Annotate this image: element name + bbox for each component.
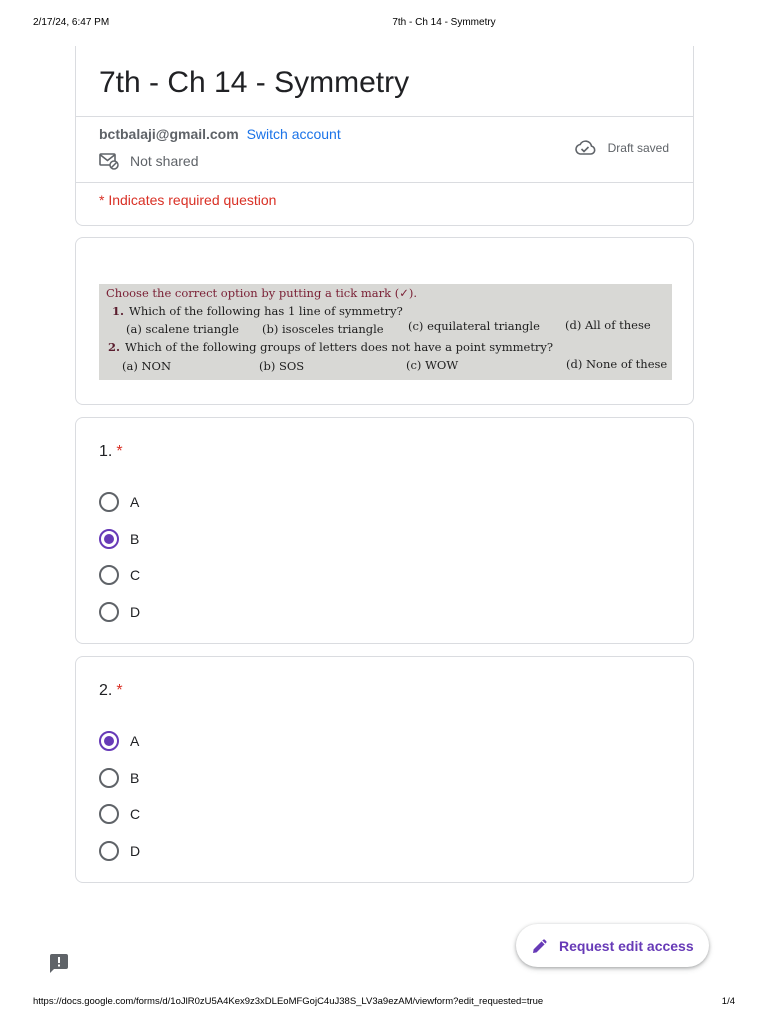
- question-image: [99, 284, 672, 380]
- radio-option-a[interactable]: [99, 723, 140, 760]
- option-label: C: [130, 567, 141, 584]
- required-star: *: [116, 443, 123, 460]
- pencil-icon: [530, 936, 550, 956]
- radio-button[interactable]: [99, 804, 119, 824]
- radio-button[interactable]: [99, 768, 119, 788]
- image-q2-option-a: (a) NON: [122, 359, 172, 373]
- form-title: 7th - Ch 14 - Symmetry: [99, 66, 410, 99]
- divider: [76, 182, 693, 183]
- question-number: 1.: [99, 443, 113, 460]
- image-q1-text: Which of the following has 1 line of symmetry?: [129, 304, 403, 318]
- request-edit-label: Request edit access: [559, 937, 694, 954]
- question-title: [99, 443, 123, 461]
- option-label: B: [130, 530, 140, 547]
- account-row: [99, 126, 341, 142]
- radio-button-selected[interactable]: [99, 529, 119, 549]
- mail-blocked-icon: [99, 152, 119, 170]
- question-card-1: [75, 417, 694, 644]
- required-note: * Indicates required question: [99, 192, 277, 208]
- draft-status: [574, 140, 669, 156]
- image-q2-option-b: (b) SOS: [259, 359, 305, 373]
- radio-option-a[interactable]: [99, 484, 140, 521]
- request-edit-access-button[interactable]: [516, 924, 709, 967]
- feedback-icon[interactable]: [48, 953, 70, 980]
- image-q1-number: 1.: [112, 304, 125, 318]
- radio-option-c[interactable]: [99, 557, 140, 594]
- question-card-2: [75, 656, 694, 883]
- image-q2-text: Which of the following groups of letters does not have a point symmetry?: [125, 340, 554, 354]
- radio-button[interactable]: [99, 602, 119, 622]
- required-star: *: [116, 682, 123, 699]
- draft-status-label: Draft saved: [607, 141, 669, 155]
- option-label: D: [130, 603, 141, 620]
- question-image-card: [75, 237, 694, 405]
- option-label: C: [130, 806, 141, 823]
- image-instruction: Choose the correct option by putting a tick mark (✓).: [106, 286, 418, 300]
- radio-option-d[interactable]: [99, 594, 140, 631]
- option-label: A: [130, 494, 140, 511]
- question-title: [99, 682, 123, 700]
- radio-option-b[interactable]: [99, 760, 140, 797]
- option-label: A: [130, 733, 140, 750]
- divider: [76, 116, 693, 117]
- radio-button[interactable]: [99, 492, 119, 512]
- print-footer: [0, 996, 768, 1010]
- image-q1-option-d: (d) All of these: [565, 318, 651, 332]
- option-label: D: [130, 842, 141, 859]
- radio-option-c[interactable]: [99, 796, 140, 833]
- switch-account-link[interactable]: Switch account: [246, 126, 341, 142]
- account-email: bctbalaji@gmail.com: [99, 126, 239, 142]
- image-q1-option-a: (a) scalene triangle: [126, 322, 239, 336]
- radio-group: [99, 484, 140, 630]
- cloud-check-icon: [574, 140, 596, 156]
- radio-button[interactable]: [99, 565, 119, 585]
- image-q1-option-c: (c) equilateral triangle: [408, 319, 540, 333]
- print-datetime: 2/17/24, 6:47 PM: [33, 17, 110, 28]
- radio-button[interactable]: [99, 841, 119, 861]
- image-q2-option-c: (c) WOW: [406, 358, 459, 372]
- form-header-card: [75, 46, 694, 226]
- print-header: [0, 17, 768, 31]
- not-shared-status: [99, 152, 198, 170]
- print-page-number: 1/4: [721, 996, 735, 1007]
- radio-group: [99, 723, 140, 869]
- radio-option-d[interactable]: [99, 833, 140, 870]
- question-number: 2.: [99, 682, 113, 699]
- print-title: 7th - Ch 14 - Symmetry: [392, 17, 496, 28]
- radio-button-selected[interactable]: [99, 731, 119, 751]
- print-url: https://docs.google.com/forms/d/1oJlR0zU5A4Kex9z3xDLEoMFGojC4uJ38S_LV3a9ezAM/viewform?edit_requested=true: [33, 996, 544, 1007]
- image-q2-option-d: (d) None of these: [566, 357, 668, 371]
- image-q2-number: 2.: [108, 340, 121, 354]
- radio-option-b[interactable]: [99, 521, 140, 558]
- option-label: B: [130, 769, 140, 786]
- image-q1-option-b: (b) isosceles triangle: [262, 322, 384, 336]
- not-shared-label: Not shared: [130, 153, 199, 169]
